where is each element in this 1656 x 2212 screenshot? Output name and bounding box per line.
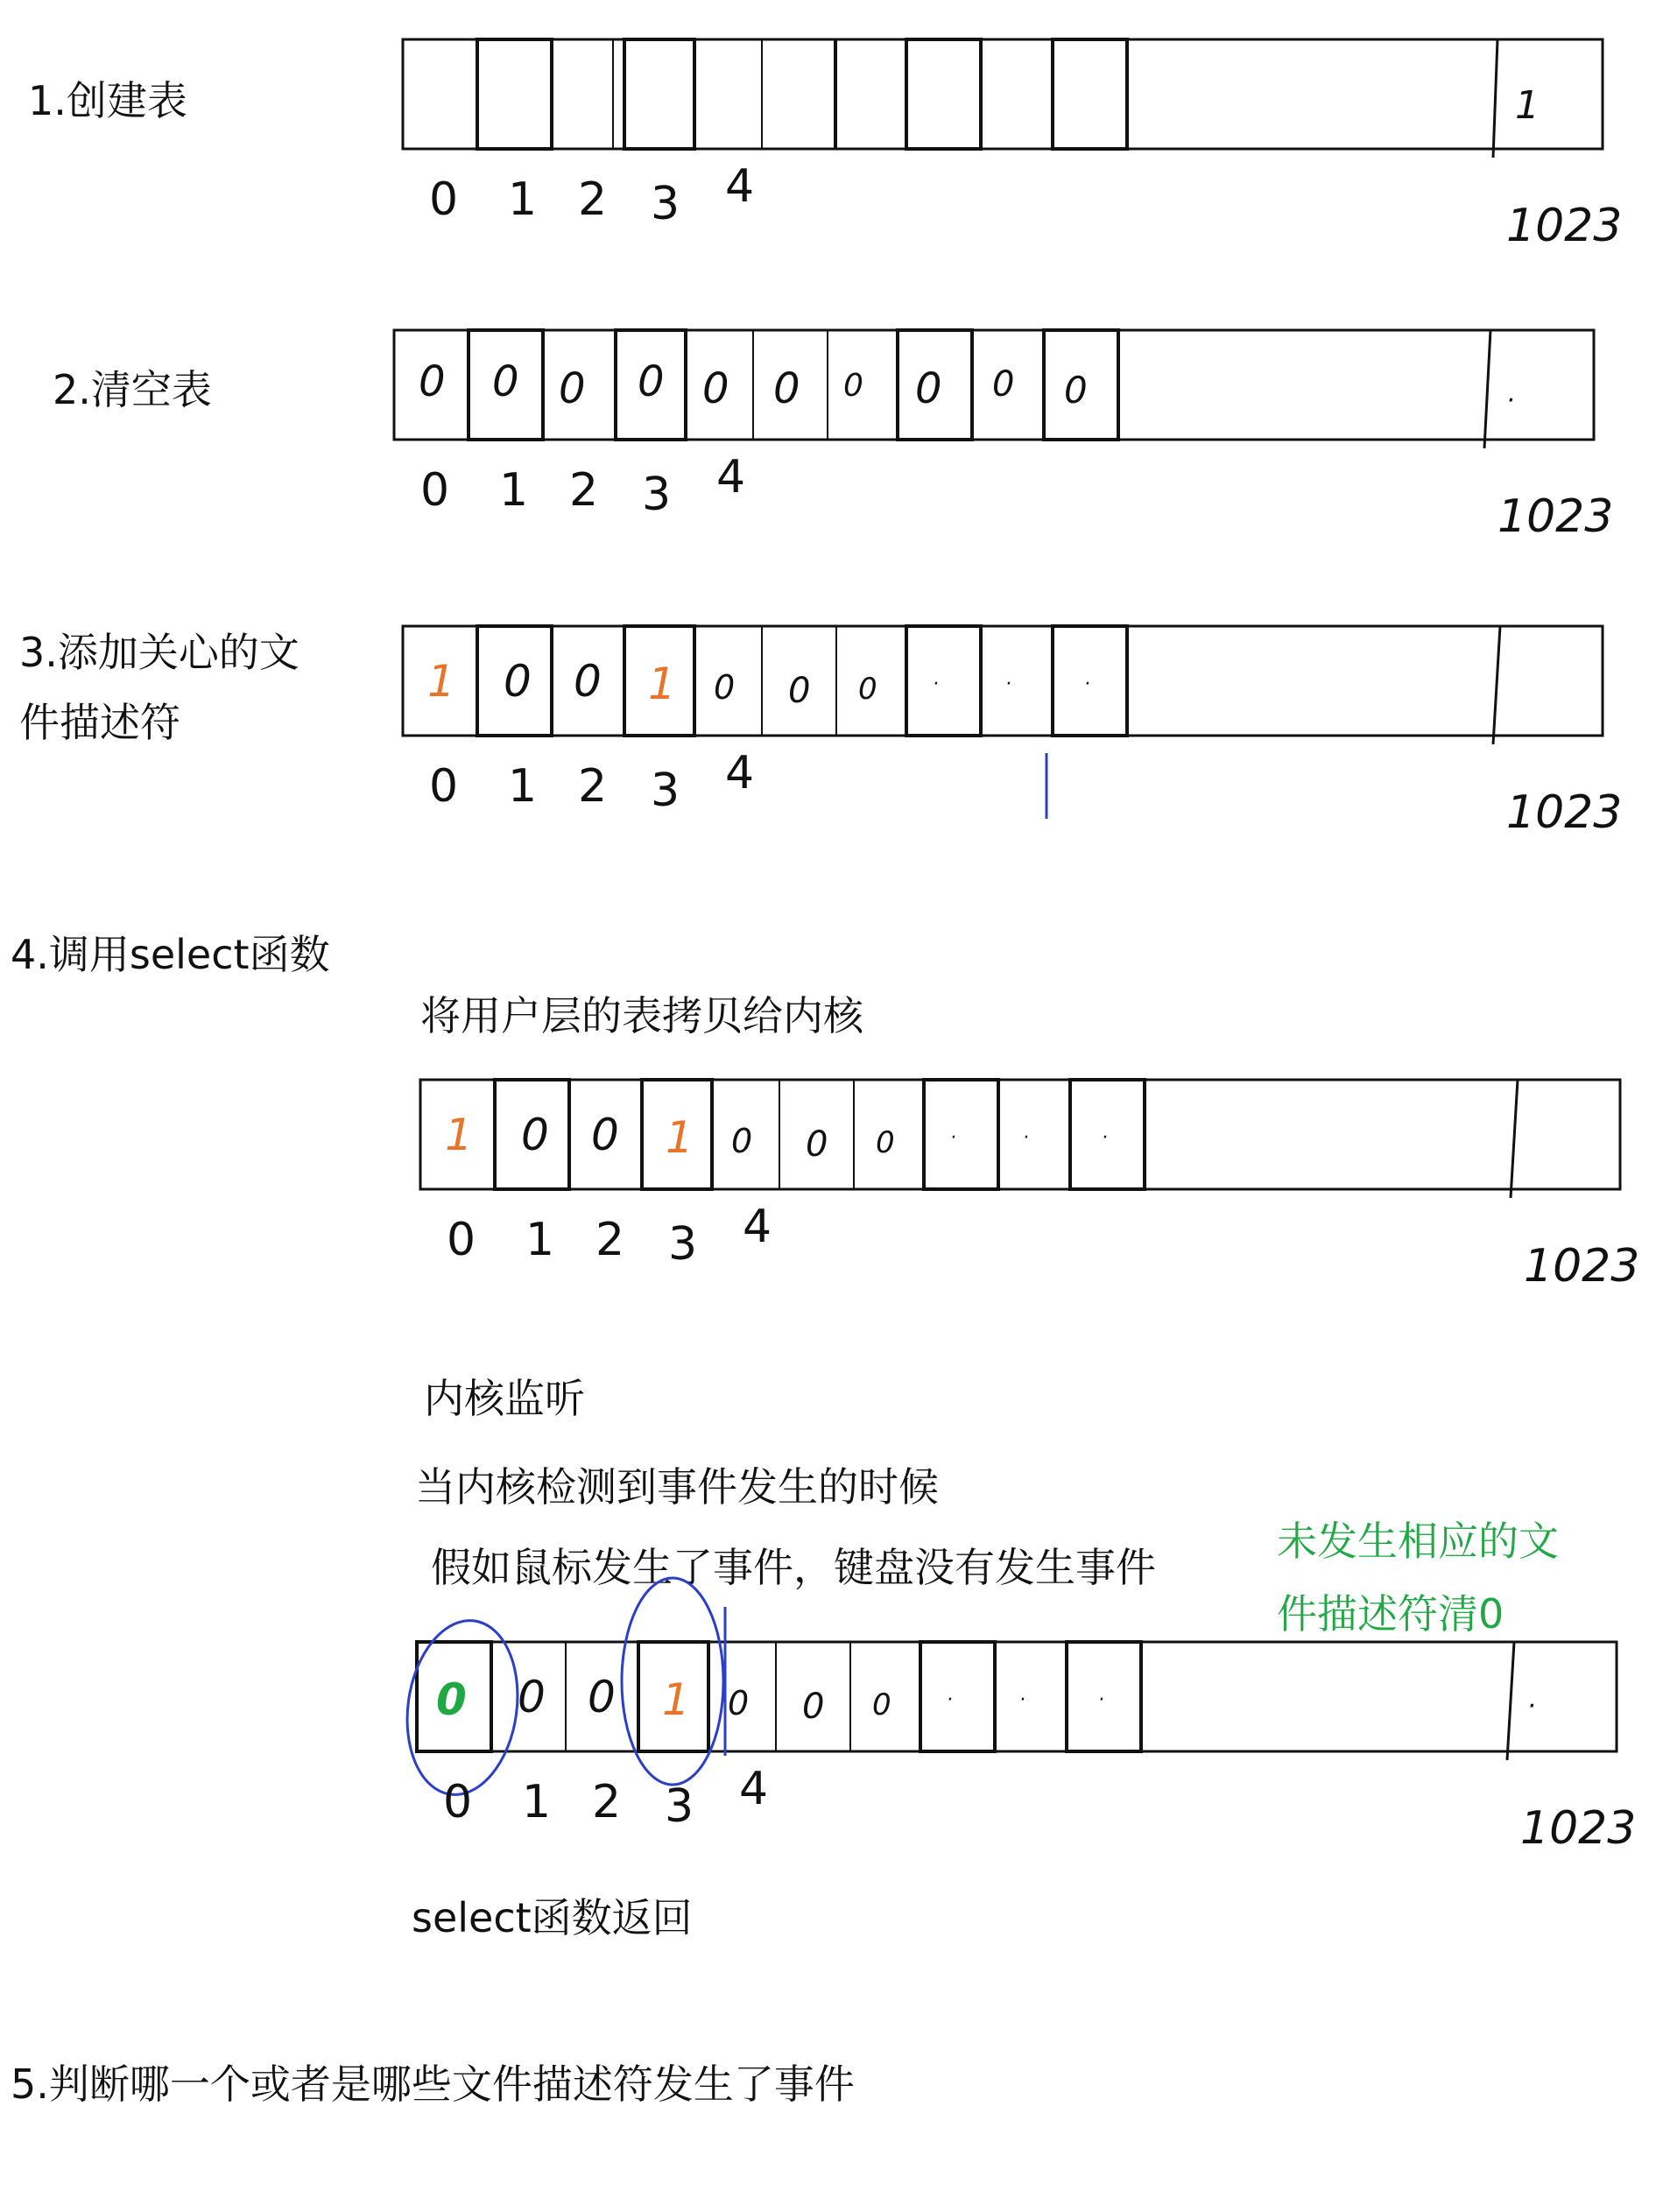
step-3-label-line2: 件描述符 [19, 699, 180, 746]
last-cell-value: 1 [1515, 83, 1540, 128]
cell-1-value: 0 [504, 656, 532, 707]
index-1023: 1023 [1506, 786, 1623, 839]
cell-1-value: 0 [518, 1672, 546, 1722]
index-3: 3 [651, 178, 680, 230]
cell-5-value: 0 [788, 671, 811, 711]
index-0: 0 [429, 173, 459, 226]
fd-table-cleared [394, 326, 1620, 553]
cell-0-value: 0 [436, 1674, 467, 1725]
cell-3-value: 1 [662, 1674, 690, 1725]
index-0: 0 [447, 1214, 476, 1266]
cell-3-value: 0 [638, 357, 665, 406]
cell-6-value: 0 [876, 1125, 895, 1160]
cell-5-value: 0 [773, 364, 800, 413]
cell-8-value: 0 [992, 364, 1015, 405]
cell-2-value: 0 [559, 364, 586, 413]
cell-0-value: 1 [445, 1110, 473, 1160]
index-4: 4 [739, 1763, 769, 1815]
index-1: 1 [525, 1214, 555, 1266]
index-4: 4 [743, 1201, 772, 1253]
cell-4-value: 0 [731, 1122, 753, 1160]
cell-1-value: 0 [492, 357, 519, 406]
fd-table-added [403, 622, 1629, 849]
kernel-detect-label: 当内核检测到事件发生的时候 [415, 1463, 939, 1511]
cell-6-value: 0 [843, 368, 863, 404]
cleared-fd-note-line2: 件描述符清0 [1277, 1590, 1504, 1638]
index-0: 0 [429, 760, 459, 813]
index-4: 4 [725, 160, 755, 213]
cleared-fd-note-line1: 未发生相应的文 [1277, 1518, 1559, 1565]
index-1023: 1023 [1497, 490, 1614, 543]
cell-7-value: · [947, 1689, 953, 1711]
index-3: 3 [668, 1218, 698, 1271]
cell-4-value: 0 [714, 668, 736, 707]
fd-cell-7 [906, 39, 981, 149]
cell-5-value: 0 [802, 1687, 825, 1727]
fd-table-create [403, 35, 1629, 263]
step-2-label: 2.清空表 [53, 366, 212, 413]
index-2: 2 [592, 1776, 622, 1828]
index-1023: 1023 [1524, 1240, 1640, 1293]
cell-9-value: 0 [1064, 369, 1088, 412]
index-0: 0 [443, 1776, 473, 1828]
cell-7-value: · [933, 673, 939, 695]
step-5-label: 5.判断哪一个或者是哪些文件描述符发生了事件 [11, 2061, 855, 2108]
last-cell-value: · [1506, 385, 1515, 416]
index-2: 2 [578, 760, 608, 813]
cell-6-value: 0 [872, 1687, 891, 1722]
cell-3-value: 1 [666, 1112, 694, 1163]
index-4: 4 [725, 747, 755, 800]
cell-1-value: 0 [521, 1110, 549, 1160]
cell-9-value: · [1098, 1689, 1104, 1711]
index-2: 2 [595, 1214, 625, 1266]
step-4-label: 4.调用select函数 [11, 931, 330, 978]
index-0: 0 [420, 464, 450, 517]
cell-2-value: 0 [591, 1110, 619, 1160]
index-1023: 1023 [1506, 200, 1623, 252]
fd-cell-5 [762, 39, 836, 149]
fd-cell-9 [1053, 39, 1127, 149]
index-4: 4 [716, 451, 746, 504]
kernel-listen-label: 内核监听 [424, 1375, 585, 1422]
index-2: 2 [569, 464, 599, 517]
index-1: 1 [499, 464, 529, 517]
step-3-label-line1: 3.添加关心的文 [19, 629, 299, 676]
cell-0-value: 1 [427, 656, 455, 707]
cell-6-value: 0 [858, 672, 877, 707]
cell-5-value: 0 [806, 1124, 828, 1165]
index-1: 1 [508, 760, 538, 813]
mouse-keyboard-example-label: 假如鼠标发生了事件，键盘没有发生事件 [431, 1544, 1156, 1591]
cell-8-value: · [1019, 1689, 1025, 1711]
index-3: 3 [642, 468, 672, 521]
copy-to-kernel-label: 将用户层的表拷贝给内核 [420, 992, 863, 1039]
fd-cell-3 [624, 39, 694, 149]
cell-8-value: · [1023, 1127, 1029, 1149]
fd-table-kernel-copy [420, 1075, 1646, 1303]
fd-cell-1 [477, 39, 552, 149]
index-3: 3 [665, 1780, 694, 1833]
cell-7-value: 0 [915, 364, 942, 413]
fd-table-after-event [417, 1638, 1643, 1865]
cell-3-value: 1 [648, 659, 676, 709]
cell-2-value: 0 [588, 1672, 616, 1722]
index-2: 2 [578, 173, 608, 226]
cell-7-value: · [950, 1127, 956, 1149]
cell-2-value: 0 [574, 656, 602, 707]
last-cell-value: · [1527, 1691, 1536, 1722]
index-1: 1 [522, 1776, 552, 1828]
cell-9-value: · [1084, 673, 1090, 695]
index-1: 1 [508, 173, 538, 226]
cell-8-value: · [1005, 673, 1011, 695]
step-1-label: 1.创建表 [28, 77, 187, 124]
select-return-label: select函数返回 [412, 1894, 693, 1941]
cell-0-value: 0 [419, 357, 446, 406]
index-1023: 1023 [1520, 1802, 1637, 1855]
index-3: 3 [651, 764, 680, 817]
cell-9-value: · [1102, 1127, 1108, 1149]
cell-4-value: 0 [728, 1684, 750, 1722]
cell-4-value: 0 [702, 364, 729, 413]
